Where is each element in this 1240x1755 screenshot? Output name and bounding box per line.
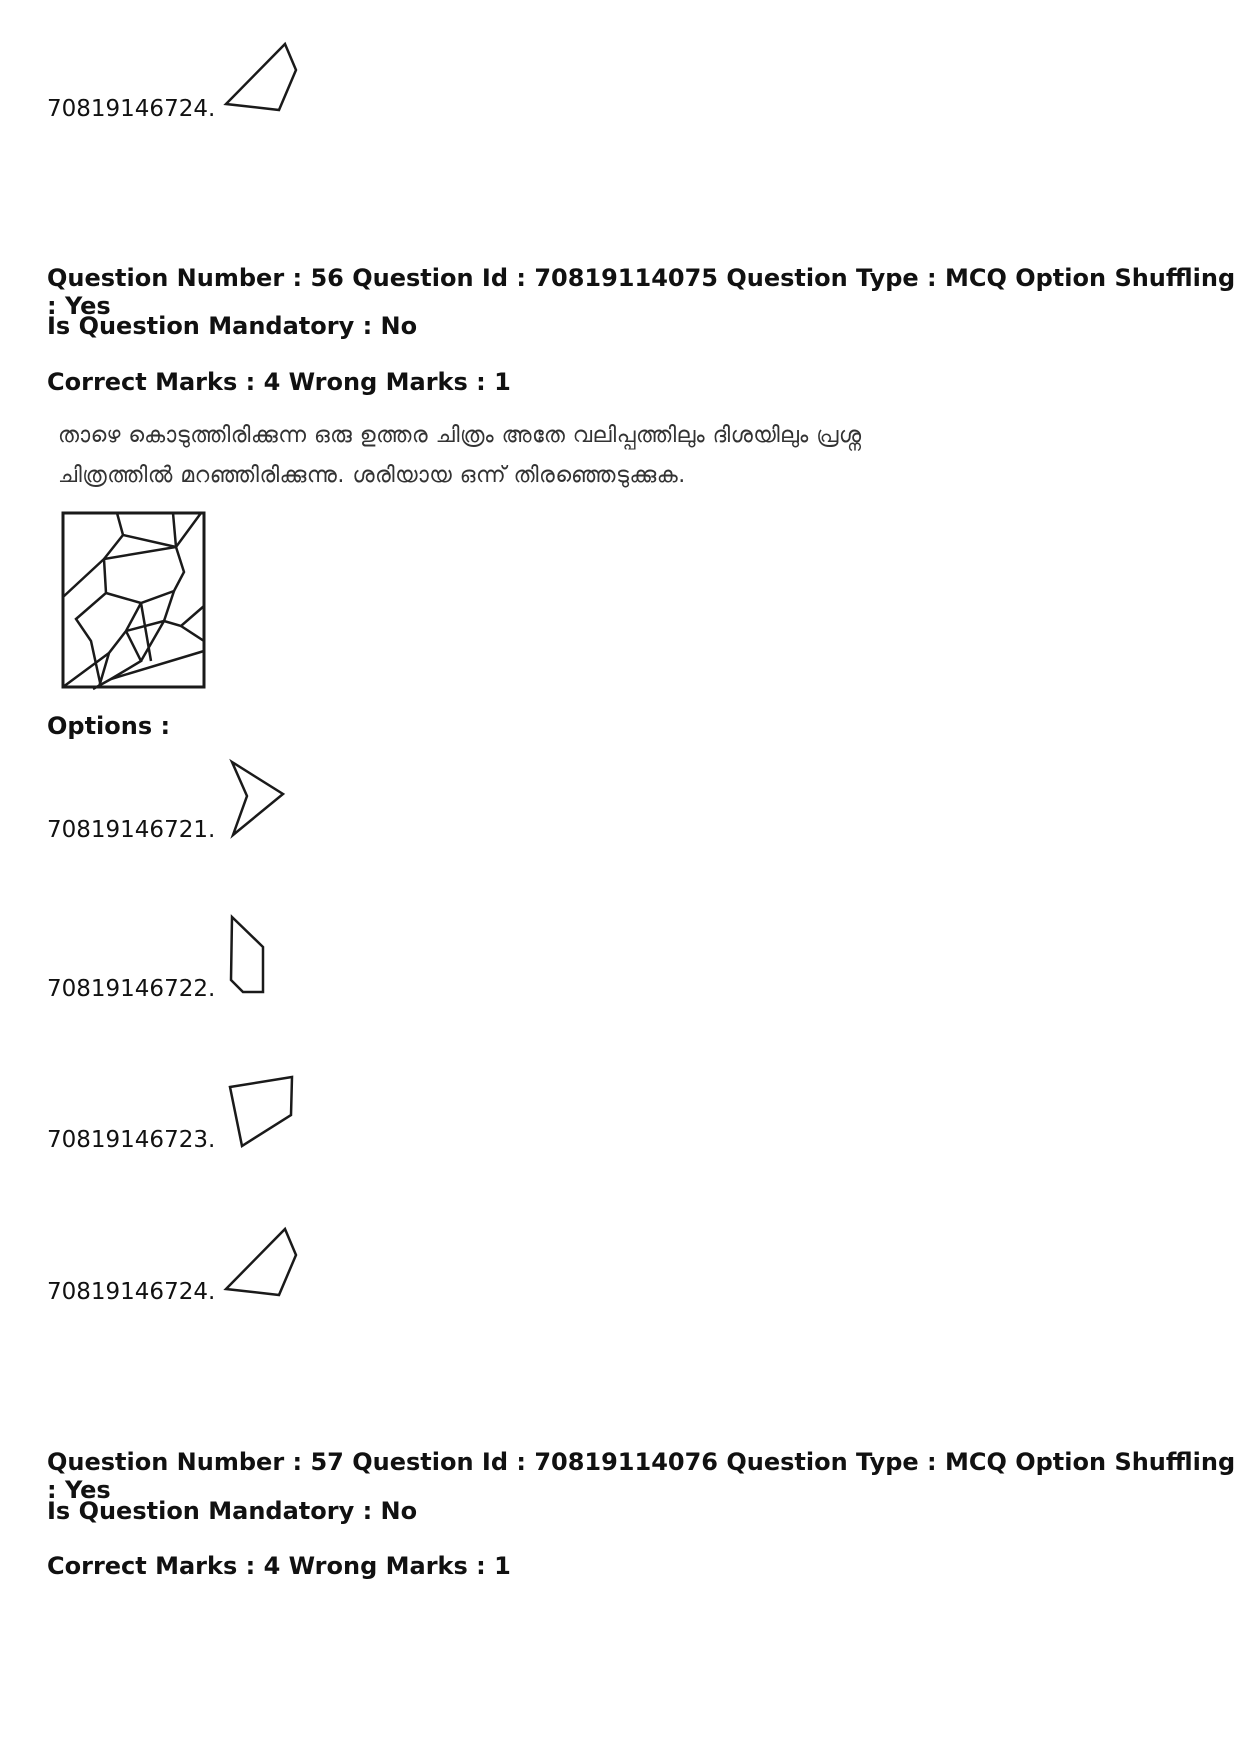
question-meta: Question Number : 57 Question Id : 70819114076 Question Type : MCQ Option Shuffling : Yes	[47, 1448, 1236, 1504]
quadrilateral-shape-d-icon	[220, 40, 300, 120]
question-meta: Question Number : 56 Question Id : 70819114075 Question Type : MCQ Option Shuffling : Yes	[47, 264, 1236, 320]
question-marks: Correct Marks : 4 Wrong Marks : 1	[47, 1552, 511, 1580]
question-marks: Correct Marks : 4 Wrong Marks : 1	[47, 368, 511, 396]
question-text-line2: ചിത്രത്തിൽ മറഞ്ഞിരിക്കുന്നു. ശരിയായ ഒന്ന് തിരഞ്ഞെടുക്കുക.	[58, 463, 686, 488]
arrowhead-shape-a-icon	[230, 760, 290, 840]
question-mandatory: Is Question Mandatory : No	[47, 1497, 418, 1525]
embedded-figure-square-icon	[61, 511, 206, 689]
question-mandatory: Is Question Mandatory : No	[47, 312, 418, 340]
options-label: Options :	[47, 712, 171, 740]
quadrilateral-shape-d-icon	[220, 1225, 300, 1305]
option-id: 70819146724.	[47, 1279, 216, 1305]
option-id: 70819146723.	[47, 1127, 216, 1153]
question-text-line1: താഴെ കൊടുത്തിരിക്കുന്ന ഒരു ഉത്തര ചിത്രം അതേ വലിപ്പത്തിലും ദിശയിലും പ്രശ്ന	[58, 423, 862, 448]
option-id: 70819146724.	[47, 96, 216, 122]
option-id: 70819146722.	[47, 976, 216, 1002]
pentagon-shape-b-icon	[228, 915, 268, 995]
option-id: 70819146721.	[47, 817, 216, 843]
quadrilateral-shape-c-icon	[228, 1075, 298, 1150]
